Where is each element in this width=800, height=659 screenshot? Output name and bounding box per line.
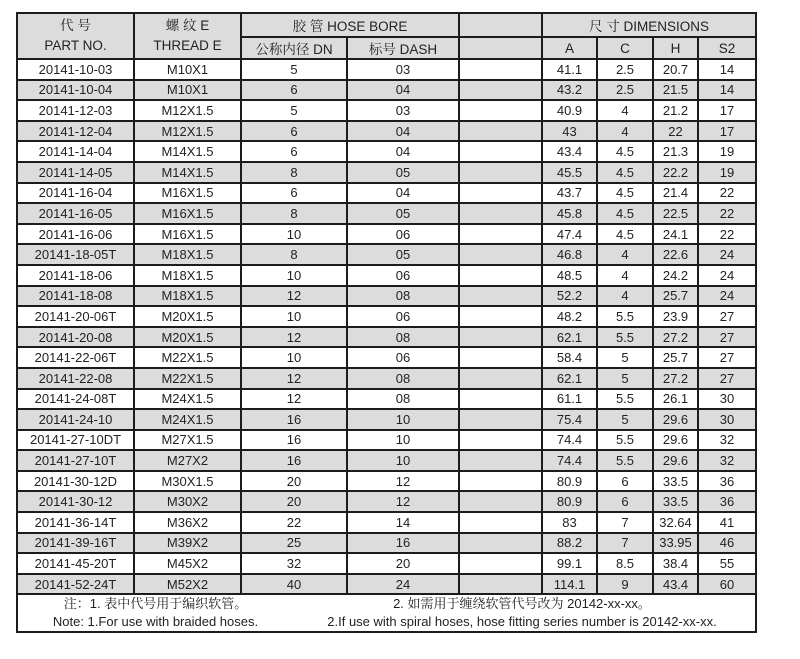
cell-dn: 12: [241, 389, 347, 410]
cell-s2: 36: [698, 491, 756, 512]
col-header-thread-en: THREAD E: [153, 38, 222, 53]
cell-h: 32.64: [653, 512, 698, 533]
cell-c: 8.5: [597, 553, 653, 574]
hose-fitting-spec-table: [16, 12, 757, 633]
cell-part-no: 20141-22-06T: [17, 347, 134, 368]
cell-s2: 55: [698, 553, 756, 574]
cell-dash: 05: [347, 244, 459, 265]
cell-dn: 5: [241, 100, 347, 121]
cell-s2: 14: [698, 59, 756, 80]
table-header: [17, 13, 756, 59]
cell-a: 47.4: [542, 224, 597, 245]
cell-thread: M45X2: [134, 553, 241, 574]
cell-h: 25.7: [653, 286, 698, 307]
cell-c: 5.5: [597, 430, 653, 451]
cell-h: 33.95: [653, 533, 698, 554]
cell-thread: M52X2: [134, 574, 241, 595]
cell-dn: 16: [241, 409, 347, 430]
cell-a: 41.1: [542, 59, 597, 80]
table-row: [17, 368, 756, 389]
spacer-cell: [459, 553, 542, 574]
cell-part-no: 20141-45-20T: [17, 553, 134, 574]
spacer-cell: [459, 389, 542, 410]
cell-part-no: 20141-27-10DT: [17, 430, 134, 451]
spacer-header-cell-bottom: [459, 37, 542, 59]
cell-a: 48.5: [542, 265, 597, 286]
cell-dn: 10: [241, 224, 347, 245]
cell-c: 4: [597, 265, 653, 286]
cell-s2: 32: [698, 450, 756, 471]
cell-dash: 04: [347, 80, 459, 101]
spacer-cell: [459, 327, 542, 348]
cell-dn: 12: [241, 327, 347, 348]
table-row: [17, 409, 756, 430]
cell-dash: 14: [347, 512, 459, 533]
spacer-cell: [459, 162, 542, 183]
cell-h: 27.2: [653, 368, 698, 389]
cell-dash: 12: [347, 491, 459, 512]
cell-c: 5.5: [597, 306, 653, 327]
cell-part-no: 20141-18-05T: [17, 244, 134, 265]
cell-s2: 30: [698, 389, 756, 410]
cell-a: 46.8: [542, 244, 597, 265]
table-row: [17, 430, 756, 451]
spacer-cell: [459, 533, 542, 554]
note-en-2: 2.If use with spiral hoses, hose fitting series number is 20142-xx-xx.: [327, 614, 717, 630]
cell-thread: M24X1.5: [134, 389, 241, 410]
cell-thread: M20X1.5: [134, 327, 241, 348]
cell-part-no: 20141-10-03: [17, 59, 134, 80]
cell-a: 62.1: [542, 368, 597, 389]
cell-s2: 32: [698, 430, 756, 451]
cell-part-no: 20141-24-10: [17, 409, 134, 430]
cell-part-no: 20141-39-16T: [17, 533, 134, 554]
cell-thread: M36X2: [134, 512, 241, 533]
cell-part-no: 20141-12-04: [17, 121, 134, 142]
cell-a: 48.2: [542, 306, 597, 327]
col-header-part-no-en: PART NO.: [44, 38, 107, 53]
cell-s2: 27: [698, 327, 756, 348]
cell-a: 43.4: [542, 141, 597, 162]
cell-part-no: 20141-16-04: [17, 183, 134, 204]
cell-h: 21.2: [653, 100, 698, 121]
spacer-cell: [459, 368, 542, 389]
table-row: [17, 306, 756, 327]
table-row: [17, 141, 756, 162]
table-row: [17, 183, 756, 204]
table-row: [17, 224, 756, 245]
cell-s2: 36: [698, 471, 756, 492]
cell-h: 22.2: [653, 162, 698, 183]
cell-dn: 6: [241, 141, 347, 162]
notes-cell: [17, 594, 756, 632]
cell-thread: M12X1.5: [134, 100, 241, 121]
spacer-cell: [459, 471, 542, 492]
cell-a: 43.2: [542, 80, 597, 101]
note-en-1: Note: 1.For use with braided hoses.: [52, 614, 259, 630]
table-row: [17, 389, 756, 410]
col-header-c: C: [597, 37, 653, 59]
table-body: [17, 59, 756, 594]
cell-c: 4.5: [597, 141, 653, 162]
cell-h: 33.5: [653, 471, 698, 492]
cell-c: 5: [597, 409, 653, 430]
cell-c: 2.5: [597, 80, 653, 101]
spacer-header-cell-top: [459, 13, 542, 37]
cell-part-no: 20141-52-24T: [17, 574, 134, 595]
cell-part-no: 20141-10-04: [17, 80, 134, 101]
cell-dash: 10: [347, 409, 459, 430]
cell-part-no: 20141-30-12D: [17, 471, 134, 492]
cell-dn: 25: [241, 533, 347, 554]
cell-c: 5.5: [597, 450, 653, 471]
cell-dn: 6: [241, 183, 347, 204]
cell-c: 4.5: [597, 203, 653, 224]
table-row: [17, 162, 756, 183]
cell-dn: 8: [241, 203, 347, 224]
note-line-zh: [20, 595, 753, 613]
cell-h: 38.4: [653, 553, 698, 574]
cell-dash: 05: [347, 203, 459, 224]
cell-a: 58.4: [542, 347, 597, 368]
cell-thread: M12X1.5: [134, 121, 241, 142]
note-line-en: [20, 613, 753, 631]
spacer-cell: [459, 224, 542, 245]
cell-s2: 22: [698, 183, 756, 204]
cell-thread: M16X1.5: [134, 203, 241, 224]
cell-dash: 06: [347, 347, 459, 368]
cell-c: 4.5: [597, 162, 653, 183]
cell-a: 99.1: [542, 553, 597, 574]
table-row: [17, 80, 756, 101]
cell-s2: 24: [698, 286, 756, 307]
cell-s2: 17: [698, 121, 756, 142]
cell-s2: 19: [698, 162, 756, 183]
table-row: [17, 553, 756, 574]
cell-h: 33.5: [653, 491, 698, 512]
cell-c: 9: [597, 574, 653, 595]
cell-a: 52.2: [542, 286, 597, 307]
cell-dn: 12: [241, 286, 347, 307]
cell-thread: M18X1.5: [134, 265, 241, 286]
spec-sheet: [16, 12, 755, 633]
cell-part-no: 20141-20-08: [17, 327, 134, 348]
table-row: [17, 244, 756, 265]
cell-thread: M14X1.5: [134, 141, 241, 162]
cell-thread: M27X2: [134, 450, 241, 471]
spacer-cell: [459, 141, 542, 162]
table-footer: [17, 594, 756, 632]
col-header-part-no: [17, 13, 134, 59]
cell-part-no: 20141-12-03: [17, 100, 134, 121]
cell-a: 80.9: [542, 491, 597, 512]
cell-dash: 06: [347, 224, 459, 245]
cell-h: 24.1: [653, 224, 698, 245]
table-row: [17, 59, 756, 80]
cell-a: 61.1: [542, 389, 597, 410]
spacer-cell: [459, 100, 542, 121]
cell-thread: M18X1.5: [134, 286, 241, 307]
spacer-cell: [459, 183, 542, 204]
cell-part-no: 20141-36-14T: [17, 512, 134, 533]
cell-s2: 22: [698, 224, 756, 245]
cell-thread: M10X1: [134, 80, 241, 101]
cell-thread: M30X1.5: [134, 471, 241, 492]
spacer-cell: [459, 59, 542, 80]
cell-thread: M22X1.5: [134, 347, 241, 368]
cell-dash: 10: [347, 430, 459, 451]
col-header-a: A: [542, 37, 597, 59]
cell-dn: 8: [241, 244, 347, 265]
cell-dn: 10: [241, 306, 347, 327]
spacer-cell: [459, 574, 542, 595]
cell-c: 5: [597, 347, 653, 368]
col-header-h: H: [653, 37, 698, 59]
cell-thread: M20X1.5: [134, 306, 241, 327]
col-header-s2: S2: [698, 37, 756, 59]
cell-dash: 08: [347, 286, 459, 307]
cell-h: 29.6: [653, 409, 698, 430]
cell-part-no: 20141-24-08T: [17, 389, 134, 410]
col-header-dimensions: 尺 寸 DIMENSIONS: [542, 13, 756, 37]
table-row: [17, 203, 756, 224]
cell-dash: 06: [347, 265, 459, 286]
cell-a: 74.4: [542, 450, 597, 471]
cell-s2: 19: [698, 141, 756, 162]
col-header-dn: 公称内径 DN: [241, 37, 347, 59]
cell-s2: 14: [698, 80, 756, 101]
cell-part-no: 20141-27-10T: [17, 450, 134, 471]
cell-c: 5.5: [597, 327, 653, 348]
cell-thread: M39X2: [134, 533, 241, 554]
table-row: [17, 471, 756, 492]
note-zh-2: 2. 如需用于缠绕软管代号改为 20142-xx-xx。: [393, 596, 651, 612]
cell-h: 29.6: [653, 450, 698, 471]
cell-h: 29.6: [653, 430, 698, 451]
spacer-cell: [459, 450, 542, 471]
cell-thread: M10X1: [134, 59, 241, 80]
spacer-cell: [459, 265, 542, 286]
col-header-hose-bore: 胶 管 HOSE BORE: [241, 13, 459, 37]
col-header-thread-zh: 螺 纹 E: [165, 18, 210, 33]
cell-h: 24.2: [653, 265, 698, 286]
cell-part-no: 20141-22-08: [17, 368, 134, 389]
cell-a: 62.1: [542, 327, 597, 348]
table-row: [17, 450, 756, 471]
cell-thread: M18X1.5: [134, 244, 241, 265]
spacer-cell: [459, 80, 542, 101]
cell-c: 4: [597, 286, 653, 307]
table-row: [17, 265, 756, 286]
cell-h: 25.7: [653, 347, 698, 368]
cell-a: 43: [542, 121, 597, 142]
cell-s2: 27: [698, 306, 756, 327]
cell-thread: M22X1.5: [134, 368, 241, 389]
cell-s2: 27: [698, 368, 756, 389]
spacer-cell: [459, 512, 542, 533]
cell-h: 43.4: [653, 574, 698, 595]
cell-dn: 32: [241, 553, 347, 574]
cell-dash: 03: [347, 100, 459, 121]
spacer-cell: [459, 430, 542, 451]
cell-c: 7: [597, 533, 653, 554]
cell-dn: 6: [241, 80, 347, 101]
spacer-cell: [459, 121, 542, 142]
cell-s2: 46: [698, 533, 756, 554]
cell-h: 22.5: [653, 203, 698, 224]
cell-s2: 30: [698, 409, 756, 430]
spacer-cell: [459, 286, 542, 307]
cell-thread: M16X1.5: [134, 183, 241, 204]
cell-c: 7: [597, 512, 653, 533]
cell-dash: 12: [347, 471, 459, 492]
cell-h: 22.6: [653, 244, 698, 265]
cell-dn: 16: [241, 450, 347, 471]
cell-c: 6: [597, 471, 653, 492]
col-header-dash: 标号 DASH: [347, 37, 459, 59]
cell-c: 2.5: [597, 59, 653, 80]
cell-thread: M16X1.5: [134, 224, 241, 245]
cell-s2: 22: [698, 203, 756, 224]
table-row: [17, 574, 756, 595]
cell-dash: 05: [347, 162, 459, 183]
cell-a: 75.4: [542, 409, 597, 430]
table-row: [17, 347, 756, 368]
table-row: [17, 121, 756, 142]
col-header-thread: [134, 13, 241, 59]
cell-part-no: 20141-30-12: [17, 491, 134, 512]
table-row: [17, 327, 756, 348]
cell-part-no: 20141-18-08: [17, 286, 134, 307]
cell-c: 4.5: [597, 183, 653, 204]
cell-dash: 06: [347, 306, 459, 327]
note-zh-1: 注：1. 表中代号用于编织软管。: [63, 596, 248, 612]
cell-h: 21.4: [653, 183, 698, 204]
cell-thread: M30X2: [134, 491, 241, 512]
cell-dash: 16: [347, 533, 459, 554]
cell-c: 5.5: [597, 389, 653, 410]
cell-h: 20.7: [653, 59, 698, 80]
cell-c: 5: [597, 368, 653, 389]
cell-dn: 40: [241, 574, 347, 595]
cell-h: 26.1: [653, 389, 698, 410]
cell-dn: 20: [241, 471, 347, 492]
table-row: [17, 491, 756, 512]
cell-h: 21.5: [653, 80, 698, 101]
cell-a: 83: [542, 512, 597, 533]
table-row: [17, 533, 756, 554]
cell-part-no: 20141-20-06T: [17, 306, 134, 327]
cell-dash: 03: [347, 59, 459, 80]
cell-a: 114.1: [542, 574, 597, 595]
cell-dn: 22: [241, 512, 347, 533]
cell-dash: 10: [347, 450, 459, 471]
cell-dn: 8: [241, 162, 347, 183]
cell-dash: 04: [347, 183, 459, 204]
cell-a: 45.5: [542, 162, 597, 183]
cell-a: 88.2: [542, 533, 597, 554]
spacer-cell: [459, 203, 542, 224]
cell-a: 40.9: [542, 100, 597, 121]
cell-thread: M14X1.5: [134, 162, 241, 183]
spacer-cell: [459, 409, 542, 430]
cell-s2: 24: [698, 265, 756, 286]
cell-a: 74.4: [542, 430, 597, 451]
spacer-cell: [459, 347, 542, 368]
cell-a: 45.8: [542, 203, 597, 224]
cell-part-no: 20141-16-06: [17, 224, 134, 245]
cell-dash: 08: [347, 368, 459, 389]
cell-a: 80.9: [542, 471, 597, 492]
cell-dash: 04: [347, 141, 459, 162]
spacer-cell: [459, 244, 542, 265]
cell-dn: 5: [241, 59, 347, 80]
cell-h: 27.2: [653, 327, 698, 348]
cell-part-no: 20141-14-05: [17, 162, 134, 183]
cell-part-no: 20141-18-06: [17, 265, 134, 286]
cell-c: 4.5: [597, 224, 653, 245]
cell-h: 23.9: [653, 306, 698, 327]
cell-dn: 10: [241, 265, 347, 286]
cell-dn: 12: [241, 368, 347, 389]
cell-dn: 10: [241, 347, 347, 368]
cell-s2: 60: [698, 574, 756, 595]
cell-h: 21.3: [653, 141, 698, 162]
cell-part-no: 20141-16-05: [17, 203, 134, 224]
cell-c: 6: [597, 491, 653, 512]
cell-dash: 08: [347, 389, 459, 410]
cell-s2: 17: [698, 100, 756, 121]
cell-dash: 08: [347, 327, 459, 348]
table-row: [17, 100, 756, 121]
cell-s2: 24: [698, 244, 756, 265]
cell-thread: M24X1.5: [134, 409, 241, 430]
cell-c: 4: [597, 121, 653, 142]
cell-thread: M27X1.5: [134, 430, 241, 451]
table-row: [17, 286, 756, 307]
cell-c: 4: [597, 100, 653, 121]
table-row: [17, 512, 756, 533]
cell-dash: 04: [347, 121, 459, 142]
cell-dn: 16: [241, 430, 347, 451]
cell-dash: 20: [347, 553, 459, 574]
col-header-part-no-zh: 代 号: [60, 18, 91, 33]
cell-a: 43.7: [542, 183, 597, 204]
cell-h: 22: [653, 121, 698, 142]
cell-c: 4: [597, 244, 653, 265]
cell-part-no: 20141-14-04: [17, 141, 134, 162]
cell-dn: 6: [241, 121, 347, 142]
cell-dash: 24: [347, 574, 459, 595]
cell-s2: 41: [698, 512, 756, 533]
spacer-cell: [459, 306, 542, 327]
cell-s2: 27: [698, 347, 756, 368]
cell-dn: 20: [241, 491, 347, 512]
spacer-cell: [459, 491, 542, 512]
